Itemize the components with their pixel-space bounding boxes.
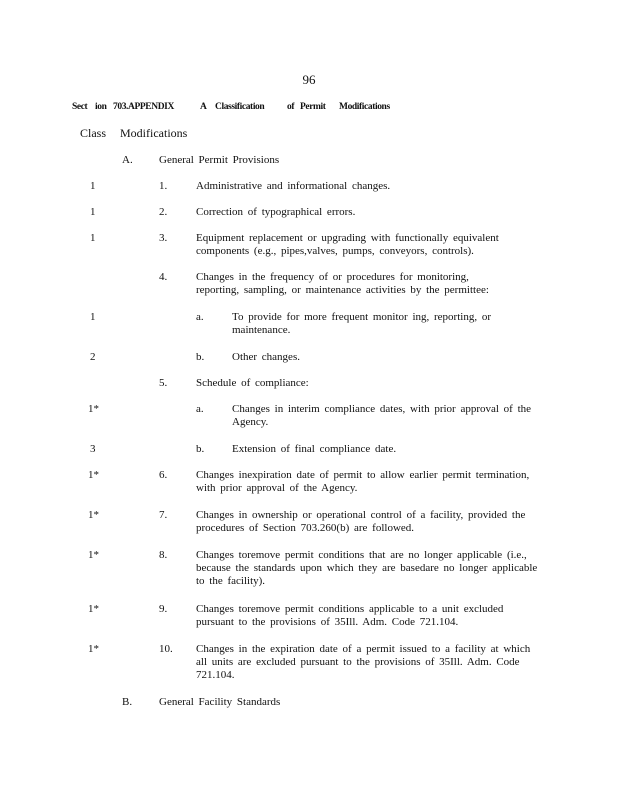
item-number: 10. [159, 643, 173, 655]
item-number: 6. [159, 469, 168, 481]
column-class: Class [80, 126, 107, 140]
item-number: a. [196, 403, 204, 415]
item-text: Schedule of compliance: [196, 377, 309, 389]
item-class: 1 [90, 311, 96, 323]
item-text: Other changes. [232, 351, 300, 363]
section-b-title: General Facility Standards [159, 696, 281, 708]
header-classification: Classification [215, 102, 265, 112]
item-text: Changes toremove permit conditions applicable to a unit excluded pursuant to the provisions of 35Ill. Adm. Code 721.104. [196, 603, 504, 628]
header-a: A [200, 102, 207, 112]
item-number: a. [196, 311, 204, 323]
item-class: 1 [90, 206, 96, 218]
item-class: 2 [90, 351, 96, 363]
item-text: Equipment replacement or upgrading with functionally equivalent components (e.g., pipes,valves, pumps, conveyors, controls). [196, 232, 499, 257]
item-number: b. [196, 443, 205, 455]
item-class: 1* [88, 549, 99, 561]
item-text: Changes in interim compliance dates, with prior approval of the Agency. [232, 403, 532, 428]
page-number: 96 [302, 72, 316, 87]
item-text: Changes in the frequency of or procedures for monitoring, reporting, sampling, or maintenance activities by the permittee: [196, 271, 489, 296]
header-modifications: Modifications [339, 102, 390, 112]
item-text: To provide for more frequent monitor ing, reporting, or maintenance. [232, 311, 491, 336]
header-ion: ion [95, 102, 107, 112]
item-text: Changes in ownership or operational control of a facility, provided the procedures of Section 703.260(b) are followed. [196, 509, 526, 534]
header-permit: Permit [300, 102, 326, 112]
item-number: 4. [159, 271, 168, 283]
item-number: 1. [159, 180, 168, 192]
column-modifications: Modifications [120, 126, 188, 140]
item-class: 3 [90, 443, 96, 455]
header-of: of [287, 102, 295, 112]
item-text: Correction of typographical errors. [196, 206, 356, 218]
item-text: Changes toremove permit conditions that are no longer applicable (i.e., because the standards upon which they are basedare no longer applicable to the facility). [196, 549, 538, 587]
header-section: Sect [72, 102, 88, 112]
section-a-title: General Permit Provisions [159, 154, 280, 166]
item-number: 2. [159, 206, 168, 218]
item-class: 1* [88, 643, 99, 655]
item-class: 1* [88, 603, 99, 615]
item-text: Changes in the expiration date of a permit issued to a facility at which all units are excluded pursuant to the provisions of 35Ill. Adm. Code 721.104. [196, 643, 531, 681]
item-number: 5. [159, 377, 168, 389]
section-b-letter: B. [122, 696, 133, 708]
item-number: 3. [159, 232, 168, 244]
item-text: Changes inexpiration date of permit to allow earlier permit termination, with prior approval of the Agency. [196, 469, 530, 494]
header-appendix: 703.APPENDIX [113, 102, 174, 112]
item-number: 7. [159, 509, 168, 521]
item-number: b. [196, 351, 205, 363]
item-class: 1 [90, 232, 96, 244]
item-number: 9. [159, 603, 168, 615]
item-number: 8. [159, 549, 168, 561]
item-text: Administrative and informational changes. [196, 180, 391, 192]
item-text: Extension of final compliance date. [232, 443, 397, 455]
item-class: 1* [88, 403, 99, 415]
item-class: 1 [90, 180, 96, 192]
item-class: 1* [88, 469, 99, 481]
item-class: 1* [88, 509, 99, 521]
section-a-letter: A. [122, 154, 133, 166]
